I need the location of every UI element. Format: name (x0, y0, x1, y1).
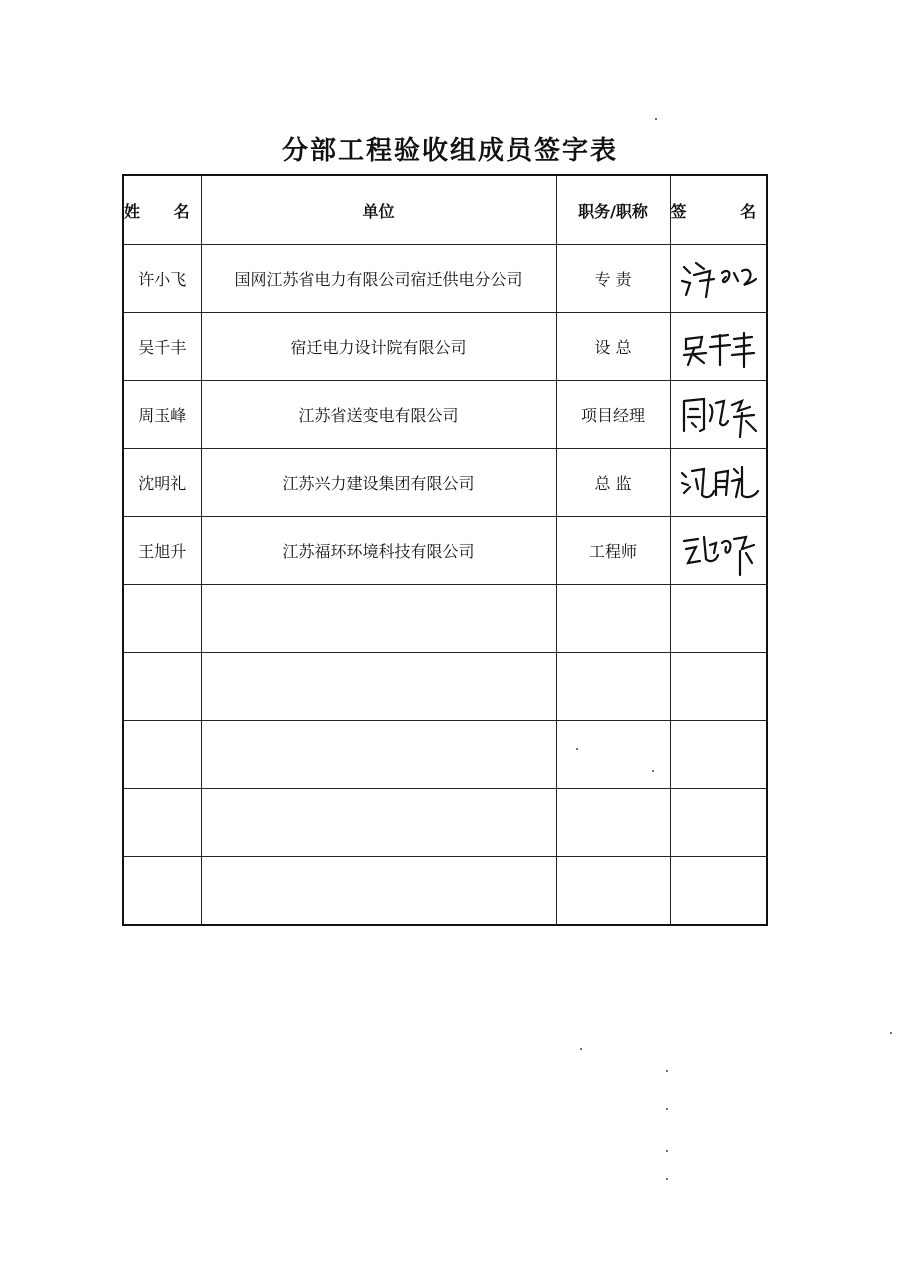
signature-cell (670, 721, 767, 789)
table-row (123, 381, 767, 449)
unit-cell: 宿迁电力设计院有限公司 (201, 313, 556, 381)
handwritten-signature-1 (676, 251, 760, 307)
table-row (123, 585, 767, 653)
table-row (123, 245, 767, 313)
table-row (123, 857, 767, 926)
position-cell (556, 857, 670, 926)
unit-cell: 国网江苏省电力有限公司宿迁供电分公司 (201, 245, 556, 313)
signature-cell (670, 857, 767, 926)
member-signature-table (122, 174, 781, 926)
scan-speck (666, 1108, 668, 1110)
table-row (123, 789, 767, 857)
header-position: 职务/职称 (556, 175, 670, 245)
name-cell (123, 721, 201, 789)
table-row (123, 653, 767, 721)
unit-cell: 江苏省送变电有限公司 (201, 381, 556, 449)
unit-cell: 江苏兴力建设集团有限公司 (201, 449, 556, 517)
name-cell: 沈明礼 (123, 449, 201, 517)
unit-cell (201, 857, 556, 926)
signature-cell (670, 653, 767, 721)
handwritten-signature-5 (676, 523, 760, 579)
scan-speck (576, 748, 578, 750)
name-cell (123, 653, 201, 721)
name-cell: 吴千丰 (123, 313, 201, 381)
unit-cell (201, 721, 556, 789)
signature-cell (670, 381, 767, 449)
position-cell (556, 789, 670, 857)
table-row (123, 721, 767, 789)
name-cell (123, 789, 201, 857)
table-row (123, 313, 767, 381)
signature-cell (670, 585, 767, 653)
table-header-row (123, 175, 767, 245)
header-name: 姓 名 (123, 175, 201, 245)
scan-speck (666, 1178, 668, 1180)
table-row (123, 449, 767, 517)
position-cell: 设 总 (556, 313, 670, 381)
unit-cell (201, 653, 556, 721)
position-cell: 总 监 (556, 449, 670, 517)
handwritten-signature-4 (676, 455, 760, 511)
signature-cell (670, 313, 767, 381)
position-cell: 专 责 (556, 245, 670, 313)
scan-speck (666, 1070, 668, 1072)
unit-cell (201, 585, 556, 653)
page-title: 分部工程验收组成员签字表 (282, 136, 619, 166)
position-cell: 项目经理 (556, 381, 670, 449)
position-cell (556, 721, 670, 789)
unit-cell (201, 789, 556, 857)
table-row (123, 517, 767, 585)
signature-cell (670, 789, 767, 857)
position-cell: 工程师 (556, 517, 670, 585)
scan-speck (580, 1048, 582, 1050)
position-cell (556, 585, 670, 653)
scan-speck (652, 770, 654, 772)
signature-cell (670, 449, 767, 517)
name-cell: 王旭升 (123, 517, 201, 585)
handwritten-signature-3 (676, 387, 760, 443)
signature-cell (670, 245, 767, 313)
scan-speck (890, 1032, 892, 1034)
header-signature: 签 名 (670, 175, 767, 245)
unit-cell: 江苏福环环境科技有限公司 (201, 517, 556, 585)
name-cell (123, 857, 201, 926)
name-cell: 周玉峰 (123, 381, 201, 449)
scan-speck (655, 118, 657, 120)
position-cell (556, 653, 670, 721)
name-cell (123, 585, 201, 653)
header-unit: 单位 (201, 175, 556, 245)
scan-speck (666, 1150, 668, 1152)
name-cell: 许小飞 (123, 245, 201, 313)
handwritten-signature-2 (676, 319, 760, 375)
signature-cell (670, 517, 767, 585)
